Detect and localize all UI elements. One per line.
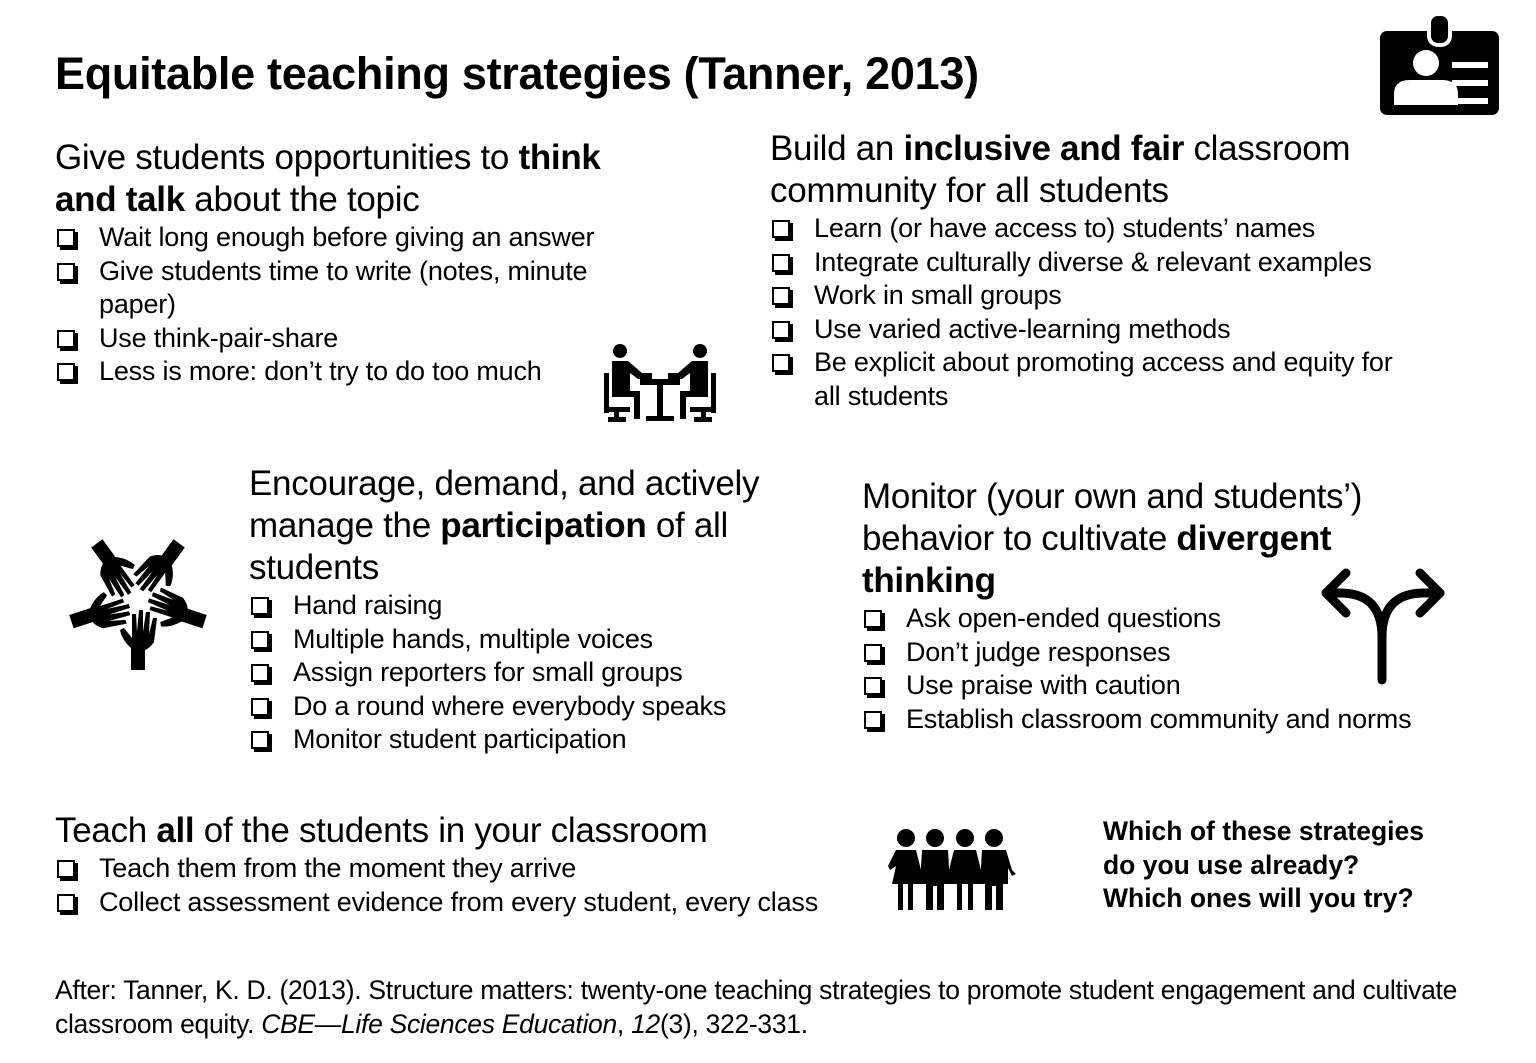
checklist-item[interactable]: Hand raising [249, 589, 809, 623]
split-arrow-icon [1318, 565, 1448, 687]
checkbox-icon[interactable] [772, 254, 790, 272]
checkbox-icon[interactable] [57, 363, 75, 381]
section-participation [249, 463, 809, 757]
checklist-item[interactable]: Collect assessment evidence from every student, every class [55, 886, 875, 920]
checklist [249, 589, 809, 757]
checkbox-icon[interactable] [864, 677, 882, 695]
checklist-item[interactable]: Integrate culturally diverse & relevant examples [770, 246, 1410, 280]
reflection-question: Which of these strategies do you use already? Which ones will you try? [1103, 816, 1425, 913]
checkbox-icon[interactable] [772, 321, 790, 339]
checklist-item[interactable]: Multiple hands, multiple voices [249, 623, 809, 657]
checkbox-icon[interactable] [251, 631, 269, 649]
checklist-item[interactable]: Use praise with caution [862, 669, 1462, 703]
section-heading: Monitor (your own and students’) behavior to cultivate divergent thinking [862, 477, 1363, 600]
checklist-item[interactable]: Do a round where everybody speaks [249, 690, 809, 724]
checklist-item[interactable]: Establish classroom community and norms [862, 703, 1462, 737]
checkbox-icon[interactable] [772, 354, 790, 372]
section-heading: Encourage, demand, and actively manage the participation of all students [249, 464, 760, 587]
checklist [55, 852, 875, 919]
two-people-at-table-icon [602, 343, 718, 423]
section-heading: Build an inclusive and fair classroom community for all students [770, 129, 1351, 210]
checklist-item[interactable]: Monitor student participation [249, 723, 809, 757]
section-think-talk [55, 137, 645, 389]
checkbox-icon[interactable] [57, 330, 75, 348]
checkbox-icon[interactable] [251, 664, 269, 682]
checkbox-icon[interactable] [57, 263, 75, 281]
checkbox-icon[interactable] [864, 711, 882, 729]
checklist-item[interactable]: Assign reporters for small groups [249, 656, 809, 690]
checklist-item[interactable]: Use varied active-learning methods [770, 313, 1410, 347]
five-hands-circle-icon [66, 538, 211, 673]
checkbox-icon[interactable] [772, 220, 790, 238]
checklist-item[interactable]: Give students time to write (notes, minute paper) [55, 255, 625, 322]
checklist-item[interactable]: Learn (or have access to) students’ names [770, 212, 1410, 246]
section-inclusive [770, 128, 1410, 413]
citation: After: Tanner, K. D. (2013). Structure matters: twenty-one teaching strategies to promote student engagement and cultivate classroom equity. CBE—Life Sciences Education, 12(3), 322-331. [55, 975, 1458, 1039]
page-title: Equitable teaching strategies (Tanner, 2013) [55, 48, 979, 99]
checklist [770, 212, 1410, 413]
checkbox-icon[interactable] [864, 610, 882, 628]
checkbox-icon[interactable] [57, 860, 75, 878]
section-teach-all [55, 810, 875, 919]
checklist-item[interactable]: Work in small groups [770, 279, 1410, 313]
checklist [55, 221, 625, 389]
checklist-item[interactable]: Use think-pair-share [55, 322, 625, 356]
checklist-item[interactable]: Wait long enough before giving an answer [55, 221, 625, 255]
checkbox-icon[interactable] [251, 698, 269, 716]
section-heading: Give students opportunities to think and talk about the topic [55, 138, 601, 219]
checkbox-icon[interactable] [772, 287, 790, 305]
checklist-item[interactable]: Be explicit about promoting access and equity for all students [770, 346, 1394, 413]
checklist-item[interactable]: Less is more: don’t try to do too much [55, 355, 625, 389]
checkbox-icon[interactable] [57, 894, 75, 912]
checkbox-icon[interactable] [57, 229, 75, 247]
id-badge-icon [1380, 14, 1500, 116]
checkbox-icon[interactable] [251, 731, 269, 749]
checkbox-icon[interactable] [251, 597, 269, 615]
section-heading: Teach all of the students in your classroom [55, 811, 708, 850]
checklist-item[interactable]: Ask open-ended questions [862, 602, 1462, 636]
checkbox-icon[interactable] [864, 644, 882, 662]
group-of-people-icon [888, 826, 1016, 912]
checklist-item[interactable]: Teach them from the moment they arrive [55, 852, 875, 886]
checklist-item[interactable]: Don’t judge responses [862, 636, 1462, 670]
